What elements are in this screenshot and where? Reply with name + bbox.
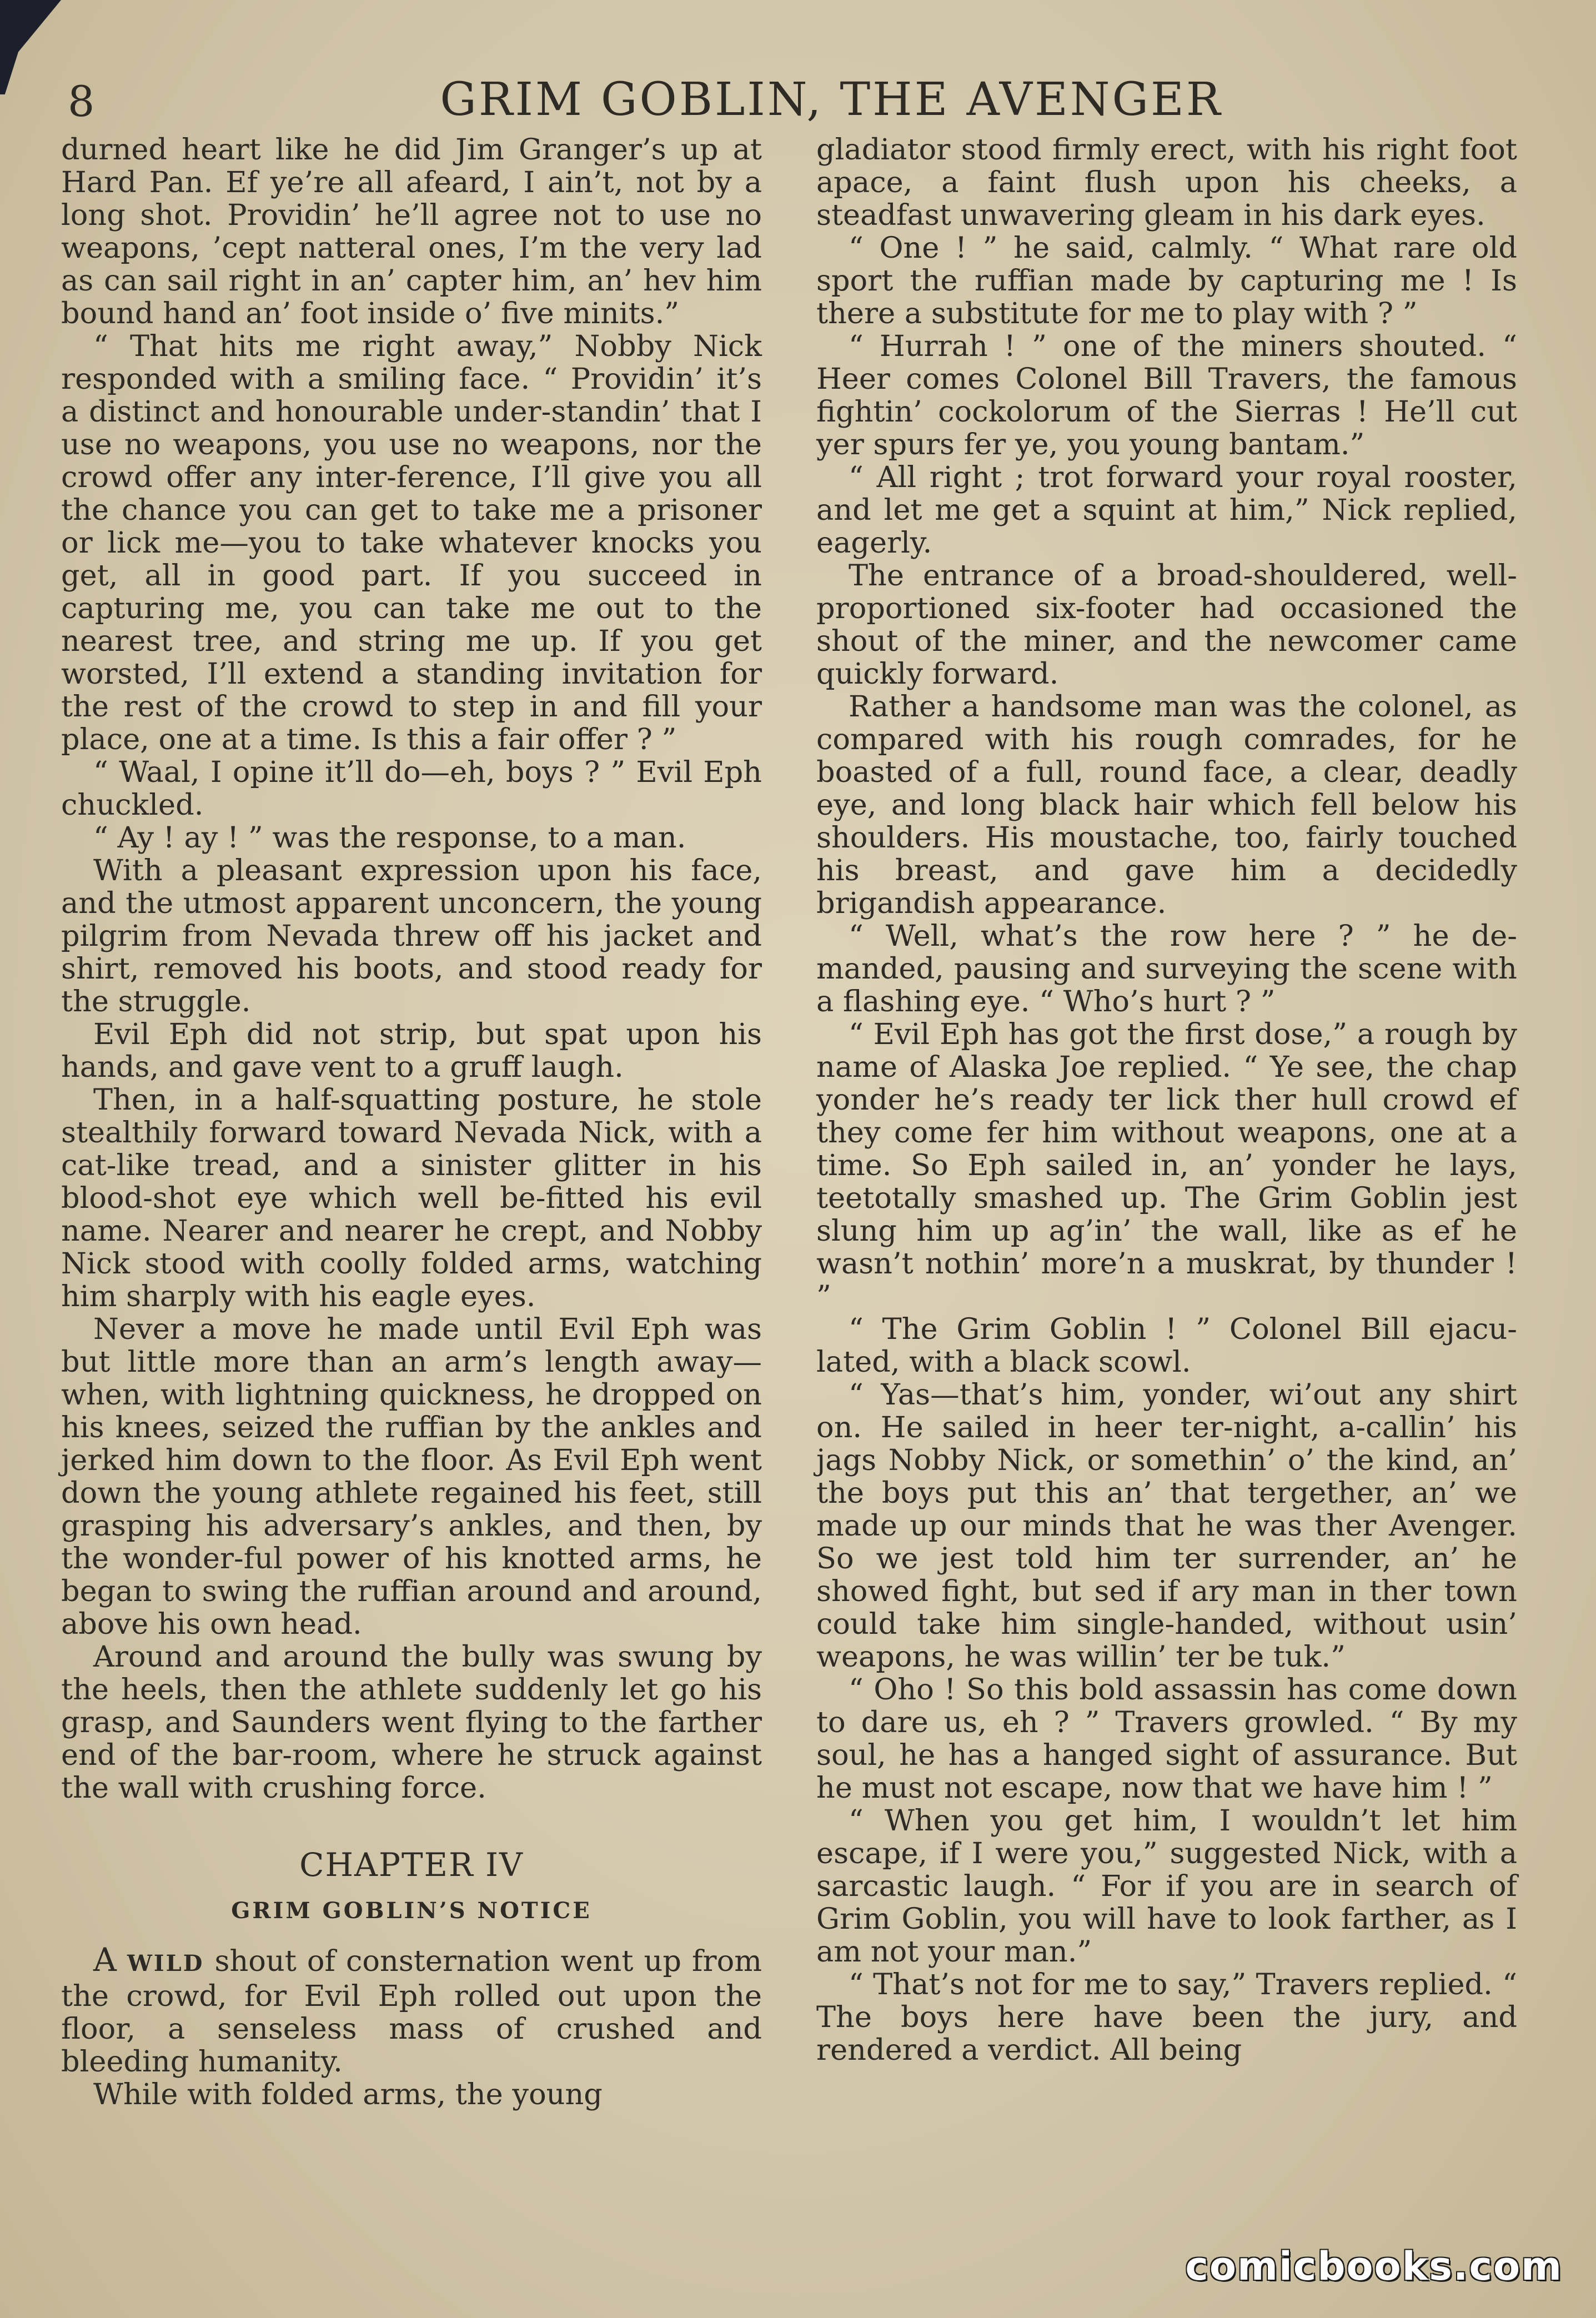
running-title: GRIM GOBLIN, THE AVENGER [440, 73, 1223, 126]
paragraph: With a pleasant expression upon his face, and the utmost apparent unconcern, the young pilgrim from Nevada threw off his jacket and shirt, removed his boots, and stood ready for the struggle. [61, 854, 762, 1018]
paragraph: “ That’s not for me to say,” Travers replied. “ The boys here have been the jury, and rendered a verdict. All being [816, 1968, 1517, 2067]
paragraph: durned heart like he did Jim Granger’s up at Hard Pan. Ef ye’re all afeard, I ain’t, not by a long shot. Providin’ he’ll agree not to use no weapons, ’cept natteral ones, I’m the very lad as can sail right in an’ capter him, an’ hev him bound hand an’ foot inside o’ five minits.” [61, 133, 762, 330]
paragraph: While with folded arms, the young [93, 2078, 603, 2111]
paragraph: The entrance of a broad-shouldered, well-proportioned six-footer had occasioned the shout of the miner, and the newcomer came quickly forward. [816, 559, 1517, 691]
torn-corner [0, 0, 61, 94]
right-column [816, 133, 1517, 2066]
paragraph: “ Well, what’s the row here ? ” he de-manded, pausing and surveying the scene with a flashing eye. “ Who’s hurt ? ” [816, 919, 1517, 1018]
paragraph: gladiator stood firmly erect, with his right foot apace, a faint flush upon his cheeks, a steadfast unwavering gleam in his dark eyes. [816, 133, 1517, 232]
paragraph: Never a move he made until Evil Eph was but little more than an arm’s length away—when, with lightning quickness, he dropped on his knees, seized the ruffian by the ankles and jerked him down to the floor. As Evil Eph went down the young athlete regained his feet, still grasping his adversary’s ankles, and then, by the wonder-ful power of his knotted arms, he began to swing the ruffian around and around, above his own head. [61, 1312, 762, 1641]
drop-cap: A [93, 1941, 117, 1979]
chapter-heading: CHAPTER IV [299, 1846, 524, 1884]
chapter-subtitle: GRIM GOBLIN’S NOTICE [231, 1898, 592, 1924]
small-caps-word: WILD [127, 1950, 204, 1976]
left-column [61, 133, 762, 2111]
paragraph: “ Ay ! ay ! ” was the response, to a man. [93, 821, 686, 855]
paragraph: Then, in a half-squatting posture, he stole stealthily forward toward Nevada Nick, with a cat-like tread, and a sinister glitter in his blood-shot eye which well be-fitted his evil name. Nearer and nearer he crept, and Nobby Nick stood with coolly folded arms, watching him sharply with his eagle eyes. [61, 1083, 762, 1313]
paragraph: “ When you get him, I wouldn’t let him escape, if I were you,” suggested Nick, with a sarcastic laugh. “ For if you are in search of Grim Goblin, you will have to look farther, as I am not your man.” [816, 1804, 1517, 1969]
paragraph: “ Evil Eph has got the first dose,” a rough by name of Alaska Joe replied. “ Ye see, the chap yonder he’s ready ter lick ther hull crowd ef they come fer him without weapons, one at a time. So Eph sailed in, an’ yonder he lays, teetotally smashed up. The Grim Goblin jest slung him up ag’in’ the wall, like as ef he wasn’t nothin’ more’n a muskrat, by thunder ! ” [816, 1017, 1517, 1313]
paragraph: Evil Eph did not strip, but spat upon his hands, and gave vent to a gruff laugh. [61, 1017, 762, 1084]
chapter-opening-paragraph [61, 1941, 762, 2079]
paragraph: “ All right ; trot forward your royal rooster, and let me get a squint at him,” Nick replied, eagerly. [816, 460, 1517, 560]
paragraph: “ Oho ! So this bold assassin has come down to dare us, eh ? ” Travers growled. “ By my soul, he has a hanged sight of assurance. But he must not escape, now that we have him ! ” [816, 1673, 1517, 1805]
paragraph: “ That hits me right away,” Nobby Nick responded with a smiling face. “ Providin’ it’s a distinct and honourable under-standin’ that I use no weapons, you use no weapons, nor the crowd offer any inter-ference, I’ll give you all the chance you can get to take me a prisoner or lick me—you to take whatever knocks you get, all in good part. If you succeed in capturing me, you can take me out to the nearest tree, and string me up. If you get worsted, I’ll extend a standing invitation for the rest of the crowd to step in and fill your place, one at a time. Is this a fair offer ? ” [61, 329, 762, 756]
page-number: 8 [68, 77, 96, 126]
paragraph-text: shout of consternation went up from the crowd, for Evil Eph rolled out upon the floor, a senseless mass of crushed and bleeding humanity. [61, 1944, 762, 2079]
paragraph: “ Hurrah ! ” one of the miners shouted. “ Heer comes Colonel Bill Travers, the famous fightin’ cockolorum of the Sierras ! He’ll cut yer spurs fer ye, you young bantam.” [816, 329, 1517, 461]
paragraph: “ Waal, I opine it’ll do—eh, boys ? ” Evil Eph chuckled. [61, 755, 762, 822]
paragraph: Around and around the bully was swung by the heels, then the athlete suddenly let go his grasp, and Saunders went flying to the farther end of the bar-room, where he struck against the wall with crushing force. [61, 1640, 762, 1805]
paragraph: “ Yas—that’s him, yonder, wi’out any shirt on. He sailed in heer ter-night, a-callin’ his jags Nobby Nick, or somethin’ o’ the kind, an’ the boys put this an’ that tergether, an’ we made up our minds that he was ther Avenger. So we jest told him ter surrender, an’ he showed fight, but sed if ary man in ther town could take him single-handed, without usin’ weapons, he was willin’ ter be tuk.” [816, 1378, 1517, 1674]
page-header [61, 67, 1535, 133]
site-watermark: comicbooks.com [1185, 2244, 1563, 2289]
paragraph: “ One ! ” he said, calmly. “ What rare old sport the ruffian made by capturing me ! Is there a substitute for me to play with ? ” [816, 231, 1517, 330]
paragraph: Rather a handsome man was the colonel, as compared with his rough comrades, for he boasted of a full, round face, a clear, deadly eye, and long black hair which fell below his shoulders. His moustache, too, fairly touched his breast, and gave him a decidedly brigandish appearance. [816, 690, 1517, 920]
paragraph: “ The Grim Goblin ! ” Colonel Bill ejacu-lated, with a black scowl. [816, 1312, 1517, 1379]
